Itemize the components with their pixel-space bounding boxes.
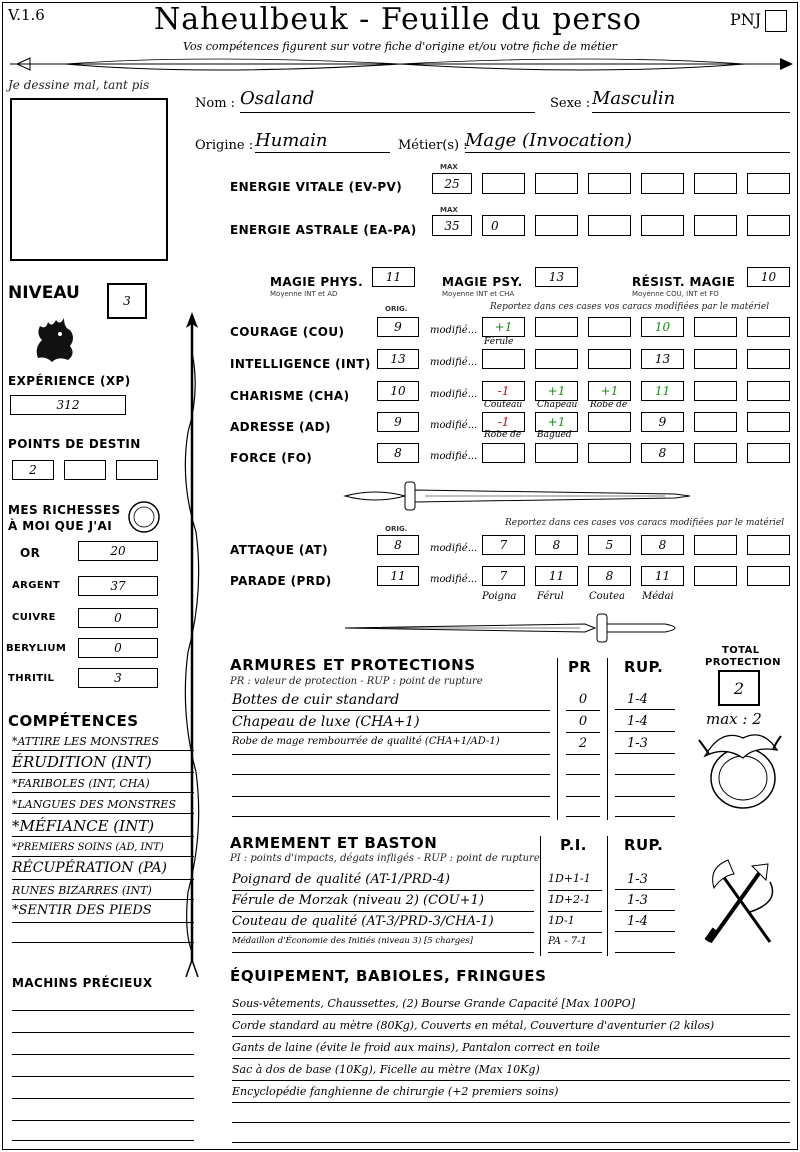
attaque-val-3[interactable]: 5 (588, 535, 631, 555)
armure-row-name[interactable]: Chapeau de luxe (CHA+1) (232, 714, 550, 733)
adresse-box-6[interactable] (747, 412, 790, 432)
force-label: FORCE (FO) (230, 451, 313, 465)
armures-subtitle: PR : valeur de protection - RUP : point de rupture (230, 676, 483, 687)
charisme-orig[interactable]: 10 (377, 381, 419, 401)
armure-row-name[interactable]: Bottes de cuir standard (232, 692, 550, 711)
thritil-label: THRITIL (8, 673, 55, 684)
richesses-label-1: MES RICHESSES (8, 503, 121, 517)
metier-field[interactable]: Mage (Invocation) (465, 130, 790, 153)
attaque-modifie: modifié... (430, 543, 478, 554)
intelligence-mod-2[interactable] (535, 349, 578, 369)
berylium-label: BERYLIUM (6, 643, 67, 654)
or-label: OR (20, 546, 41, 560)
shield-helmet-icon (695, 728, 785, 813)
weapons-icon (690, 852, 790, 952)
armement-col-divider (607, 836, 608, 956)
courage-modifie: modifié... (430, 325, 478, 336)
charisme-mod-3[interactable]: +1 (588, 381, 631, 401)
coin-icon (127, 500, 161, 534)
combat-caption-1: Poigna (482, 591, 517, 602)
competence-blank-line[interactable] (12, 942, 194, 943)
arme-row-rup[interactable]: 1-3 (615, 893, 675, 911)
sword-ornament-icon (335, 610, 695, 646)
machins-line[interactable] (12, 1076, 194, 1077)
ev-box-3[interactable] (588, 173, 631, 194)
arme-row-name[interactable]: Férule de Morzak (niveau 2) (COU+1) (232, 893, 534, 912)
armure-row-pr[interactable]: 0 (566, 714, 600, 733)
force-box-6[interactable] (747, 443, 790, 463)
equipement-row[interactable]: Corde standard au mètre (80Kg), Couverts en métal, Couverture d'aventurier (2 kilos) (232, 1019, 790, 1037)
experience-label: EXPÉRIENCE (XP) (8, 374, 131, 388)
equipement-row[interactable]: Sous-vêtements, Chaussettes, (2) Bourse Grande Capacité [Max 100PO] (232, 997, 790, 1015)
destin-box-1[interactable]: 2 (12, 460, 54, 480)
charisme-mod-2[interactable]: +1 (535, 381, 578, 401)
destin-box-2[interactable] (64, 460, 106, 480)
ea-box-5[interactable] (694, 215, 737, 236)
parade-orig[interactable]: 11 (377, 566, 419, 586)
machins-line[interactable] (12, 1054, 194, 1055)
arme-row-rup[interactable]: 1-3 (615, 872, 675, 890)
attaque-val-2[interactable]: 8 (535, 535, 578, 555)
resist-magie-sub: Moyenne COU, INT et FO (632, 290, 719, 298)
staff-ornament (180, 312, 204, 977)
competence-item[interactable]: ÉRUDITION (INT) (12, 753, 194, 773)
arme-row-rup[interactable] (615, 936, 675, 953)
sexe-field[interactable]: Masculin (592, 88, 790, 113)
sheet-subtitle: Vos compétences figurent sur votre fiche d'origine et/ou votre fiche de métier (183, 40, 617, 53)
machins-line[interactable] (12, 1120, 194, 1121)
machins-title: MACHINS PRÉCIEUX (12, 976, 153, 990)
charisme-mod-1[interactable]: -1 (482, 381, 525, 401)
intelligence-mod-1[interactable] (482, 349, 525, 369)
intelligence-box-6[interactable] (747, 349, 790, 369)
competence-item[interactable]: *LANGUES DES MONSTRES (12, 798, 194, 814)
charisme-mod-3-caption: Robe de (590, 400, 628, 410)
version-label: V.1.6 (8, 6, 45, 24)
metier-label: Métier(s) : (398, 138, 468, 153)
argent-box[interactable]: 37 (78, 576, 158, 596)
nom-label: Nom : (195, 96, 236, 111)
armure-row-pr[interactable]: 2 (566, 736, 600, 755)
attaque-val-4[interactable]: 8 (641, 535, 684, 555)
ea-box-6[interactable] (747, 215, 790, 236)
armement-subtitle: PI : points d'impacts, dégats infligés - RUP : point de rupture (230, 853, 540, 864)
arme-row-pi[interactable]: 1D+2-1 (548, 893, 602, 912)
armure-row-rup[interactable]: 1-3 (615, 736, 675, 754)
attaque-box-6[interactable] (747, 535, 790, 555)
adresse-orig[interactable]: 9 (377, 412, 419, 432)
magie-psy-label: MAGIE PSY. (442, 275, 523, 289)
adresse-mod-1[interactable]: -1 (482, 412, 525, 432)
ev-max-box[interactable]: 25 (432, 173, 472, 194)
force-mod-3[interactable] (588, 443, 631, 463)
courage-mod-1-caption: Férule (484, 337, 514, 347)
charisme-mod-2-caption: Chapeau (537, 400, 578, 410)
magie-psy-box[interactable]: 13 (535, 267, 578, 287)
combat-caption-2: Férul (537, 591, 564, 602)
intelligence-box-5[interactable] (694, 349, 737, 369)
attaque-label: ATTAQUE (AT) (230, 543, 328, 557)
parade-val-2[interactable]: 11 (535, 566, 578, 586)
competence-item[interactable]: *FARIBOLES (INT, CHA) (12, 777, 194, 793)
charisme-box-5[interactable] (694, 381, 737, 401)
ev-box-6[interactable] (747, 173, 790, 194)
parade-box-6[interactable] (747, 566, 790, 586)
ev-box-1[interactable] (482, 173, 525, 194)
armure-row-rup[interactable]: 1-4 (615, 692, 675, 710)
header-ornament (5, 52, 795, 76)
courage-mod-3[interactable] (588, 317, 631, 337)
armure-blank-row[interactable] (615, 816, 675, 817)
equipement-title: ÉQUIPEMENT, BABIOLES, FRINGUES (230, 967, 547, 985)
ea-box-3[interactable] (588, 215, 631, 236)
competence-item[interactable]: *PREMIERS SOINS (AD, INT) (12, 842, 194, 857)
ea-box-2[interactable] (535, 215, 578, 236)
armures-rup-label: RUP. (624, 658, 664, 676)
total-protection-label-1: TOTAL (722, 645, 760, 656)
sheet-title: Naheulbeuk - Feuille du perso (154, 2, 642, 37)
arme-row-name[interactable]: Poignard de qualité (AT-1/PRD-4) (232, 872, 534, 891)
stats-orig-label: ORIG. (385, 305, 408, 313)
charisme-box-6[interactable] (747, 381, 790, 401)
ea-current-box[interactable]: 0 (482, 215, 525, 236)
ev-box-4[interactable] (641, 173, 684, 194)
equipement-row[interactable]: Sac à dos de base (10Kg), Ficelle au mètre (Max 10Kg) (232, 1063, 790, 1081)
intelligence-label: INTELLIGENCE (INT) (230, 357, 371, 371)
thritil-box[interactable]: 3 (78, 668, 158, 688)
competence-item[interactable]: *ATTIRE LES MONSTRES (12, 735, 194, 751)
armure-blank-row[interactable] (566, 796, 600, 797)
competence-item[interactable]: *MÉFIANCE (INT) (12, 817, 194, 837)
adresse-final[interactable]: 9 (641, 412, 684, 432)
combat-caption-3: Coutea (589, 591, 626, 602)
destin-box-3[interactable] (116, 460, 158, 480)
total-protection-max: max : 2 (706, 710, 762, 728)
machins-line[interactable] (12, 1010, 194, 1011)
niveau-box[interactable]: 3 (107, 283, 147, 319)
charisme-modifie: modifié... (430, 389, 478, 400)
competence-item[interactable]: RUNES BIZARRES (INT) (12, 884, 194, 900)
armures-pr-label: PR (568, 658, 592, 676)
magie-psy-sub: Moyenne INT et CHA (442, 290, 515, 298)
armures-col-divider (607, 658, 608, 820)
armures-col-divider (557, 658, 558, 820)
parade-box-5[interactable] (694, 566, 737, 586)
intelligence-modifie: modifié... (430, 357, 478, 368)
charisme-final[interactable]: 11 (641, 381, 684, 401)
equipement-row[interactable]: Gants de laine (évite le froid aux mains), Pantalon correct en toile (232, 1041, 790, 1059)
combat-note: Reportez dans ces cases vos caracs modifiées par le matériel (505, 518, 785, 528)
dragon-icon (30, 308, 80, 364)
combat-orig-label: ORIG. (385, 525, 408, 533)
intelligence-orig[interactable]: 13 (377, 349, 419, 369)
armement-col-divider (540, 836, 541, 956)
attaque-orig[interactable]: 8 (377, 535, 419, 555)
adresse-modifie: modifié... (430, 420, 478, 431)
intelligence-mod-3[interactable] (588, 349, 631, 369)
ea-label: ENERGIE ASTRALE (EA-PA) (230, 223, 417, 237)
force-box-5[interactable] (694, 443, 737, 463)
magie-phys-sub: Moyenne INT et AD (270, 290, 338, 298)
pnj-label: PNJ (730, 10, 762, 29)
cuivre-box[interactable]: 0 (78, 608, 158, 628)
force-final[interactable]: 8 (641, 443, 684, 463)
sexe-label: Sexe : (550, 96, 591, 111)
courage-label: COURAGE (COU) (230, 325, 345, 339)
adresse-box-5[interactable] (694, 412, 737, 432)
parade-modifie: modifié... (430, 574, 478, 585)
arme-row-rup[interactable]: 1-4 (615, 914, 675, 932)
adresse-mod-2[interactable]: +1 (535, 412, 578, 432)
charisme-mod-1-caption: Couteau (484, 400, 523, 410)
berylium-box[interactable]: 0 (78, 638, 158, 658)
portrait-box[interactable] (10, 98, 168, 261)
force-modifie: modifié... (430, 451, 478, 462)
courage-mod-2[interactable] (535, 317, 578, 337)
armure-blank-row[interactable] (232, 816, 550, 817)
magie-phys-box[interactable]: 11 (372, 267, 415, 287)
ea-max-label: MAX (440, 206, 458, 214)
ev-box-5[interactable] (694, 173, 737, 194)
ev-max-label: MAX (440, 163, 458, 171)
equipement-blank-row[interactable] (232, 1122, 790, 1123)
armure-row-rup[interactable]: 1-4 (615, 714, 675, 732)
competences-title: COMPÉTENCES (8, 712, 139, 730)
attaque-box-5[interactable] (694, 535, 737, 555)
armement-rup-label: RUP. (624, 836, 664, 854)
armure-row-name[interactable]: Robe de mage rembourrée de qualité (CHA+1/AD-1) (232, 736, 550, 755)
origine-label: Origine : (195, 138, 254, 153)
total-protection-label-2: PROTECTION (705, 657, 781, 668)
adresse-mod-1-caption: Robe de (484, 430, 522, 440)
armement-pi-label: P.I. (560, 836, 587, 854)
niveau-label: NIVEAU (8, 283, 80, 303)
total-protection-box[interactable]: 2 (718, 670, 760, 706)
armure-blank-row[interactable] (566, 816, 600, 817)
richesses-label-2: À MOI QUE J'AI (8, 519, 113, 533)
magie-phys-label: MAGIE PHYS. (270, 275, 364, 289)
sword-ornament-icon (335, 478, 695, 514)
armure-row-pr[interactable]: 0 (566, 692, 600, 711)
courage-box-5[interactable] (694, 317, 737, 337)
parade-val-3[interactable]: 8 (588, 566, 631, 586)
ev-label: ENERGIE VITALE (EV-PV) (230, 180, 403, 194)
adresse-label: ADRESSE (AD) (230, 420, 331, 434)
armure-blank-row[interactable] (232, 796, 550, 797)
arme-row-name[interactable]: Médaillon d'Économie des Initiés (niveau 3) [5 charges] (232, 936, 534, 953)
armure-blank-row[interactable] (615, 796, 675, 797)
argent-label: ARGENT (12, 580, 61, 591)
pnj-checkbox[interactable] (765, 10, 787, 32)
portrait-label: Je dessine mal, tant pis (8, 78, 150, 92)
machins-line[interactable] (12, 1032, 194, 1033)
ev-box-2[interactable] (535, 173, 578, 194)
adresse-mod-3[interactable] (588, 412, 631, 432)
ea-box-4[interactable] (641, 215, 684, 236)
courage-orig[interactable]: 9 (377, 317, 419, 337)
courage-box-6[interactable] (747, 317, 790, 337)
force-orig[interactable]: 8 (377, 443, 419, 463)
or-box[interactable]: 20 (78, 541, 158, 561)
ea-max-box[interactable]: 35 (432, 215, 472, 236)
intelligence-final[interactable]: 13 (641, 349, 684, 369)
experience-box[interactable]: 312 (10, 395, 126, 415)
machins-line[interactable] (12, 1140, 194, 1141)
competence-item[interactable]: RÉCUPÉRATION (PA) (12, 860, 194, 880)
origine-field[interactable]: Humain (255, 130, 390, 153)
destin-label: POINTS DE DESTIN (8, 437, 141, 451)
arme-row-pi[interactable]: 1D-1 (548, 914, 602, 933)
competence-item[interactable]: *SENTIR DES PIEDS (12, 903, 194, 923)
arme-row-pi[interactable]: 1D+1-1 (548, 872, 602, 891)
arme-row-pi[interactable]: PA - 7-1 (548, 936, 602, 953)
armure-blank-row[interactable] (615, 774, 675, 775)
courage-mod-1[interactable]: +1 (482, 317, 525, 337)
courage-final[interactable]: 10 (641, 317, 684, 337)
stats-note: Reportez dans ces cases vos caracs modifiées par le matériel (490, 302, 770, 312)
equipement-row[interactable]: Encyclopédie fanghienne de chirurgie (+2 premiers soins) (232, 1085, 790, 1103)
resist-magie-box[interactable]: 10 (747, 267, 790, 287)
armure-blank-row[interactable] (566, 774, 600, 775)
force-mod-1[interactable] (482, 443, 525, 463)
armement-title: ARMEMENT ET BASTON (230, 834, 438, 852)
force-mod-2[interactable] (535, 443, 578, 463)
adresse-mod-2-caption: Bagued (537, 430, 572, 440)
combat-caption-4: Médai (642, 591, 674, 602)
parade-label: PARADE (PRD) (230, 574, 332, 588)
machins-line[interactable] (12, 1098, 194, 1099)
arme-row-name[interactable]: Couteau de qualité (AT-3/PRD-3/CHA-1) (232, 914, 534, 933)
parade-val-1[interactable]: 7 (482, 566, 525, 586)
parade-val-4[interactable]: 11 (641, 566, 684, 586)
armures-title: ARMURES ET PROTECTIONS (230, 656, 476, 674)
equipement-blank-row[interactable] (232, 1142, 790, 1143)
resist-magie-label: RÉSIST. MAGIE (632, 275, 736, 289)
armure-blank-row[interactable] (232, 774, 550, 775)
attaque-val-1[interactable]: 7 (482, 535, 525, 555)
nom-field[interactable]: Osaland (240, 88, 535, 113)
cuivre-label: CUIVRE (12, 612, 56, 623)
charisme-label: CHARISME (CHA) (230, 389, 350, 403)
